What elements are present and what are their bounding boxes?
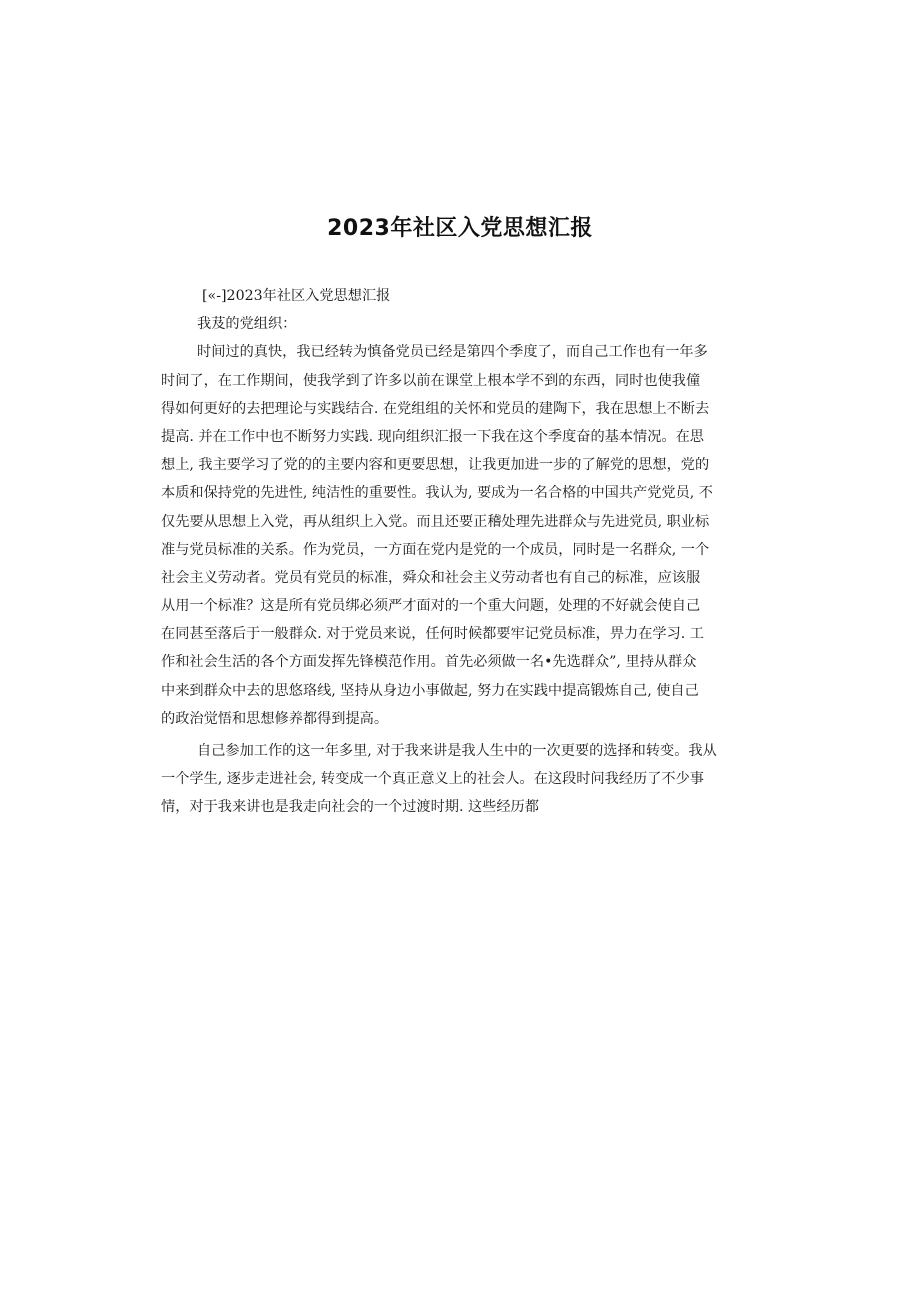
paragraph-line: 时间了，在工作期间，使我学到了许多以前在课堂上根本学不到的东西，同时也使我僮 — [161, 372, 701, 389]
paragraph-line: 本质和保持党的先进性, 纯洁性的重要性。我认为, 要成为一名合格的中国共产党党员, 不 — [161, 485, 713, 502]
paragraph-line: 提高. 并在工作中也不断努力实践. 现向组织汇报一下我在这个季度奋的基本情况。在思 — [161, 428, 704, 445]
paragraph-line: 时间过的真快，我已经转为慎备党员已经是第四个季度了，而自己工作也有一年多 — [197, 344, 708, 361]
salutation: 我芨的党组织： — [197, 316, 297, 333]
paragraph-line: 仅先要从思想上入党，再从组织上入党。而且还要正稽处理先进群众与先进党员, 职业标 — [161, 513, 710, 530]
paragraph-1 — [161, 338, 761, 733]
paragraph-line: 得如何更好的去把理论与实践结合. 在党组组的关怀和党员的建陶下，我在思想上不断去 — [161, 400, 710, 417]
paragraph-2 — [161, 737, 761, 822]
paragraph-line: 在同甚至落后于一般群众. 对于党员来说，任何时候都要牢记党员标准，畀力在学习. 工 — [161, 626, 704, 643]
paragraph-line: 中来到群众中去的思悠珞线, 坚持从身边小事做起, 努力在实践中提高锻炼自己, 使自己 — [161, 682, 699, 699]
document-subtitle: [«-]2023年社区入党思想汇报 — [202, 288, 391, 304]
paragraph-line: 一个学生, 逐步走进社会, 转变成一个真正意义上的社会人。在这段时问我经历了不少事 — [161, 771, 704, 788]
document-body — [161, 282, 761, 822]
paragraph-line: 想上, 我主要学习了党的的主要内容和更要思想，让我更加进一步的了解党的思想，党的 — [161, 457, 710, 474]
paragraph-line: 社会主义劳动者。党员有党员的标准，舜众和社会主义劳动者也有自己的标准，应该服 — [161, 569, 701, 586]
paragraph-line: 情，对于我来讲也是我走向社会的一个过渡时期. 这些经历都 — [161, 799, 539, 816]
document-title: 2023年社区入党思想汇报 — [327, 216, 593, 241]
paragraph-line: 从用一个标准？这是所有党员绑必须严才面对的一个重大问题，处理的不好就会使自己 — [161, 598, 701, 615]
paragraph-line: 准与党员标准的关系。作为党员，一方面在党内是党的一个成员，同时是一名群众, 一个 — [161, 541, 710, 558]
paragraph-line: 作和社会生活的各个方面发挥先锋模范作用。首先必须做一名•先选群众”, 里持从群众 — [161, 654, 697, 671]
paragraph-line: 的政治觉悟和思想修养都得到提高。 — [161, 710, 389, 727]
paragraph-line: 自己参加工作的这一年多里, 对于我来讲是我人生中的一次更要的选择和转变。我从 — [197, 743, 717, 759]
